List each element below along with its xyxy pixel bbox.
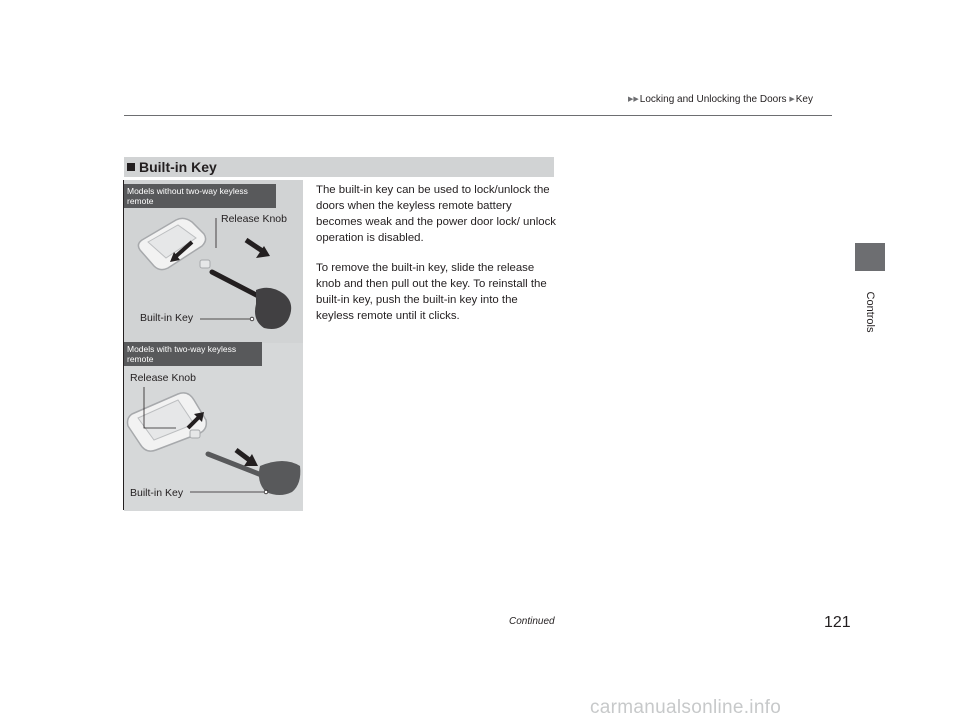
double-triangle-icon: ▶▶	[628, 96, 639, 103]
figure-1-model-tag: Models without two-way keyless remote	[124, 184, 276, 208]
section-title: Built-in Key	[139, 159, 217, 175]
header-divider	[124, 115, 832, 116]
page-number: 121	[824, 614, 851, 631]
figure-2-model-tag: Models with two-way keyless remote	[124, 342, 262, 366]
pull-direction-arrow-icon	[236, 450, 258, 466]
continued-note: Continued	[509, 616, 555, 627]
release-knob-label: Release Knob	[221, 213, 287, 225]
square-bullet-icon	[127, 163, 135, 171]
side-tab-label[interactable]: Controls	[864, 291, 876, 333]
callout-dot-icon	[250, 317, 254, 321]
breadcrumb	[628, 94, 813, 105]
side-tab-marker	[855, 243, 885, 271]
builtin-key-label: Built-in Key	[140, 312, 194, 324]
keyless-remote-fob-illustration	[138, 218, 210, 269]
builtin-key-label: Built-in Key	[130, 487, 184, 499]
triangle-icon: ▶	[789, 96, 795, 103]
instruction-paragraph-1: The built-in key can be used to lock/unlock the doors when the keyless remote battery becomes weak and the power door lock/ unlock operation is disabled.	[316, 184, 556, 244]
release-knob-label: Release Knob	[130, 372, 196, 384]
breadcrumb-item-locking[interactable]: Locking and Unlocking the Doors	[639, 94, 787, 105]
breadcrumb-item-key[interactable]: Key	[795, 94, 813, 105]
watermark: carmanualsonline.info	[590, 697, 782, 718]
pull-direction-arrow-icon	[246, 240, 270, 258]
callout-dot-icon	[264, 490, 268, 494]
section-heading	[124, 157, 554, 177]
instruction-paragraph-2: To remove the built-in key, slide the release knob and then pull out the key. To reinstall the built-in key, push the built-in key into the keyless remote until it clicks.	[316, 262, 547, 322]
